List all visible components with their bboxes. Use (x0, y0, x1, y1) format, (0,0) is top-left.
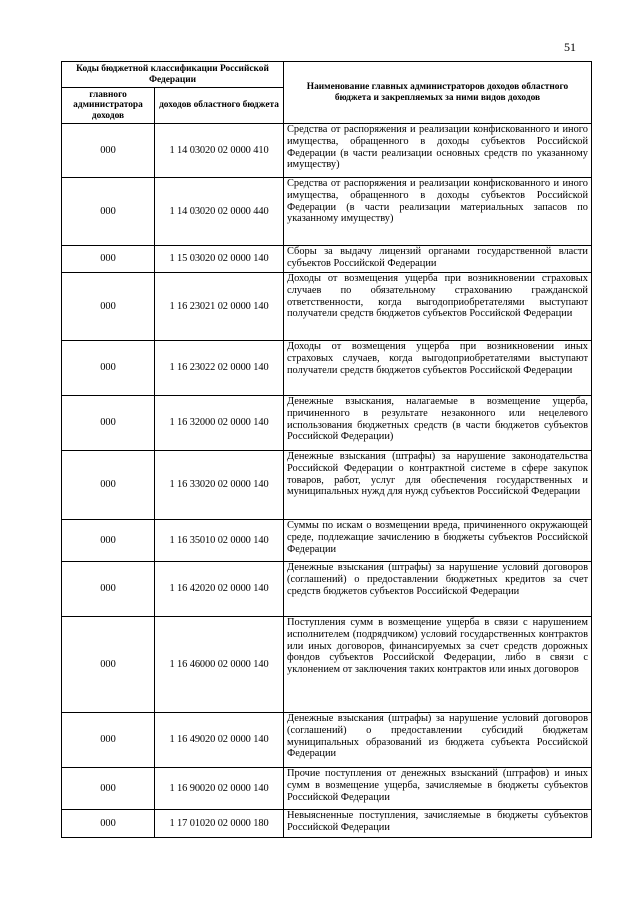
table-row (62, 273, 592, 341)
income-code-cell: 1 17 01020 02 0000 180 (155, 810, 284, 838)
table-row (62, 713, 592, 768)
admin-code-cell: 000 (62, 341, 155, 396)
income-name-cell: Невыясненные поступления, зачисляемые в бюджеты субъектов Российской Федерации (284, 810, 592, 838)
income-code-cell: 1 16 42020 02 0000 140 (155, 562, 284, 617)
admin-code-cell: 000 (62, 562, 155, 617)
table-row (62, 768, 592, 810)
admin-code-cell: 000 (62, 810, 155, 838)
admin-code-cell: 000 (62, 273, 155, 341)
income-name-cell: Денежные взыскания (штрафы) за нарушение условий договоров (соглашений) о предоставлении бюджетных кредитов за счет средств бюджетов субъектов Российской Федерации (284, 562, 592, 617)
admin-code-cell: 000 (62, 246, 155, 273)
table-row (62, 246, 592, 273)
table-row (62, 617, 592, 713)
admin-code-cell: 000 (62, 617, 155, 713)
income-name-cell: Денежные взыскания (штрафы) за нарушение законодательства Российской Федерации о контрактной системе в сфере закупок товаров, работ, услуг для обеспечения государственных и муниципальных нужд для нужд субъектов Российской Федерации (284, 451, 592, 520)
income-code-cell: 1 16 23021 02 0000 140 (155, 273, 284, 341)
page-number: 51 (564, 40, 576, 54)
income-code-cell: 1 16 46000 02 0000 140 (155, 617, 284, 713)
income-name-cell: Средства от распоряжения и реализации конфискованного и иного имущества, обращенного в доходы субъектов Российской Федерации (в части реализации основных средств по указанному имуществу) (284, 124, 592, 178)
income-code-cell: 1 16 90020 02 0000 140 (155, 768, 284, 810)
admin-code-cell: 000 (62, 396, 155, 451)
table-row (62, 520, 592, 562)
income-name-cell: Доходы от возмещения ущерба при возникновении страховых случаев по обязательному страхованию гражданской ответственности, когда выгодоприобретателями выступают получатели средств бюджетов субъектов Российской Федерации (284, 273, 592, 341)
income-code-cell: 1 16 33020 02 0000 140 (155, 451, 284, 520)
income-code-cell: 1 16 32000 02 0000 140 (155, 396, 284, 451)
table-row (62, 562, 592, 617)
header-income-code: доходов областного бюджета (155, 88, 284, 124)
income-name-cell: Прочие поступления от денежных взысканий (штрафов) и иных сумм в возмещение ущерба, зачисляемые в бюджеты субъектов Российской Федерации (284, 768, 592, 810)
income-code-cell: 1 14 03020 02 0000 440 (155, 178, 284, 246)
income-code-cell: 1 14 03020 02 0000 410 (155, 124, 284, 178)
income-name-cell: Сборы за выдачу лицензий органами государственной власти субъектов Российской Федерации (284, 246, 592, 273)
income-name-cell: Суммы по искам о возмещении вреда, причиненного окружающей среде, подлежащие зачислению в бюджеты субъектов Российской Федерации (284, 520, 592, 562)
table-header-row (62, 62, 592, 88)
table-row (62, 178, 592, 246)
income-name-cell: Поступления сумм в возмещение ущерба в связи с нарушением исполнителем (подрядчиком) условий государственных контрактов или иных договоров, финансируемых за счет средств дорожных фондов субъектов Российской Федерации, либо в связи с уклонением от заключения таких контрактов или иных договоров (284, 617, 592, 713)
header-admin-name: Наименование главных администраторов доходов областного бюджета и закрепляемых за ними видов доходов (284, 62, 592, 124)
admin-code-cell: 000 (62, 768, 155, 810)
header-codes-group: Коды бюджетной классификации Российской Федерации (62, 62, 284, 88)
table-row (62, 396, 592, 451)
table-row (62, 451, 592, 520)
table-row (62, 124, 592, 178)
income-name-cell: Денежные взыскания, налагаемые в возмещение ущерба, причиненного в результате незаконного или нецелевого использования бюджетных средств (в части бюджетов субъектов Российской Федерации) (284, 396, 592, 451)
table-row (62, 810, 592, 838)
admin-code-cell: 000 (62, 124, 155, 178)
income-name-cell: Средства от распоряжения и реализации конфискованного и иного имущества, обращенного в доходы субъектов Российской Федерации (в части реализации материальных запасов по указанному имуществу) (284, 178, 592, 246)
income-name-cell: Денежные взыскания (штрафы) за нарушение условий договоров (соглашений) о предоставлении субсидий бюджетам муниципальных образований из бюджета субъекта Российской Федерации (284, 713, 592, 768)
admin-code-cell: 000 (62, 178, 155, 246)
income-code-cell: 1 15 03020 02 0000 140 (155, 246, 284, 273)
budget-classification-table (61, 61, 592, 838)
admin-code-cell: 000 (62, 451, 155, 520)
income-code-cell: 1 16 23022 02 0000 140 (155, 341, 284, 396)
admin-code-cell: 000 (62, 520, 155, 562)
table-row (62, 341, 592, 396)
income-code-cell: 1 16 35010 02 0000 140 (155, 520, 284, 562)
table-body (62, 124, 592, 838)
income-name-cell: Доходы от возмещения ущерба при возникновении иных страховых случаев, когда выгодоприобретателями выступают получатели средств бюджетов субъектов Российской Федерации (284, 341, 592, 396)
income-code-cell: 1 16 49020 02 0000 140 (155, 713, 284, 768)
header-admin-code: главного администратора доходов (62, 88, 155, 124)
admin-code-cell: 000 (62, 713, 155, 768)
